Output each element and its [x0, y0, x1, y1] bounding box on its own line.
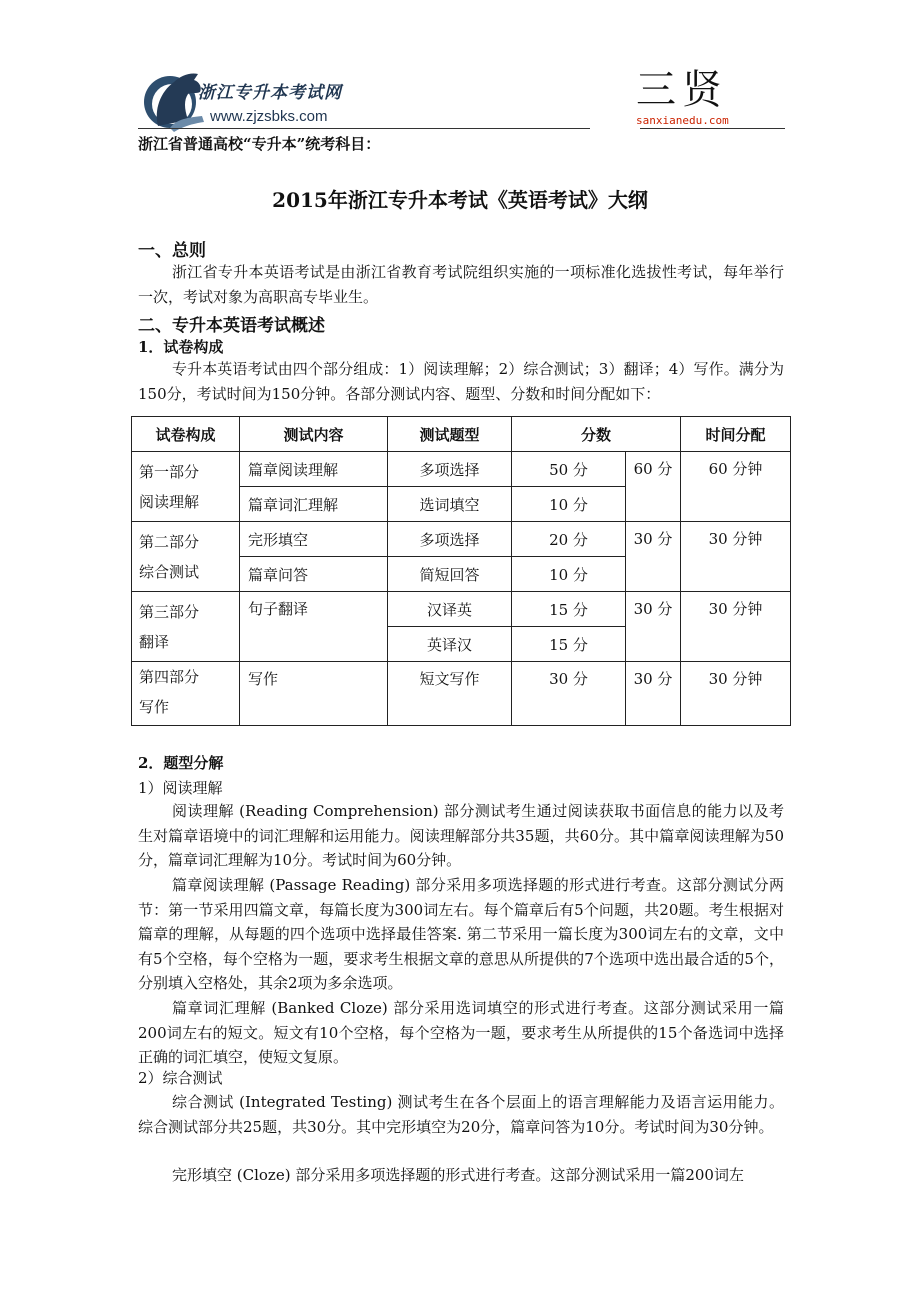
part-name: 综合测试	[139, 562, 200, 581]
total-score-cell: 30 分	[626, 522, 681, 592]
logo-name: 浙江专升本考试网	[198, 83, 342, 103]
general-paragraph: 浙江省专升本英语考试是由浙江省教育考试院组织实施的一项标准化选拔性考试，每年举行一次，考试对象为高职高专毕业生。	[138, 263, 784, 306]
table-row	[132, 452, 791, 487]
type-cell: 选词填空	[388, 487, 512, 522]
subheading-integrated: 2）综合测试	[138, 1069, 223, 1087]
part-label: 第三部分	[139, 602, 200, 621]
table-row	[132, 592, 791, 627]
subheading-question-types: 2．题型分解	[138, 754, 224, 772]
table-header-row	[132, 417, 791, 452]
content-cell: 篇章问答	[240, 557, 388, 592]
content-cell: 完形填空	[240, 522, 388, 557]
type-cell: 汉译英	[388, 592, 512, 627]
content-cell: 写作	[240, 662, 388, 726]
time-cell: 30 分钟	[681, 592, 791, 662]
header-rule-right	[640, 128, 785, 129]
total-score-cell: 30 分	[626, 662, 681, 726]
type-cell: 短文写作	[388, 662, 512, 726]
brand-url: sanxianedu.com	[636, 114, 729, 127]
part-label: 第一部分	[139, 462, 200, 481]
total-score-cell: 60 分	[626, 452, 681, 522]
structure-paragraph: 专升本英语考试由四个部分组成：1）阅读理解；2）综合测试；3）翻译；4）写作。满分为150分，考试时间为150分钟。各部分测试内容、题型、分数和时间分配如下：	[138, 360, 784, 403]
score-distribution-table	[131, 416, 791, 726]
table-row	[132, 522, 791, 557]
time-cell: 30 分钟	[681, 662, 791, 726]
banked-cloze-paragraph: 篇章词汇理解 (Banked Cloze) 部分采用选词填空的形式进行考查。这部分测试采用一篇200词左右的短文。短文有10个空格，每个空格为一题，要求考生从所提供的15个备选词中选择正确的词汇填空，使短文复原。	[138, 999, 784, 1067]
page-title: 2015年浙江专升本考试《英语考试》大纲	[272, 188, 648, 212]
part-label: 第二部分	[139, 532, 200, 551]
part-cell	[132, 522, 240, 592]
time-cell: 60 分钟	[681, 452, 791, 522]
table-header-cell: 分数	[512, 417, 681, 452]
type-cell: 英译汉	[388, 627, 512, 662]
table-header-cell: 试卷构成	[132, 417, 240, 452]
part-name: 阅读理解	[139, 492, 200, 511]
site-logo	[140, 66, 360, 132]
table-header-cell: 测试内容	[240, 417, 388, 452]
part-name: 写作	[139, 698, 170, 716]
score-cell: 15 分	[512, 627, 626, 662]
subheading-reading: 1）阅读理解	[138, 779, 223, 797]
part-cell	[132, 452, 240, 522]
content-cell: 篇章词汇理解	[240, 487, 388, 522]
content-cell: 篇章阅读理解	[240, 452, 388, 487]
score-cell: 15 分	[512, 592, 626, 627]
total-score-cell: 30 分	[626, 592, 681, 662]
passage-reading-paragraph: 篇章阅读理解 (Passage Reading) 部分采用多项选择题的形式进行考查。这部分测试分两节：第一节采用四篇文章，每篇长度为300词左右。每个篇章后有5个问题，共20题。考生根据对篇章的理解，从每题的四个选项中选择最佳答案. 第二节采用一篇长度为300词左右的文章，文中有5个空格，每个空格为一题，要求考生根据文章的意思从所提供的7个选项中选出最合适的5个，分别填入空格处，其余2项为多余选项。	[138, 876, 784, 993]
section-heading-general: 一、总则	[138, 241, 206, 261]
type-cell: 多项选择	[388, 522, 512, 557]
part-label: 第四部分	[139, 668, 200, 686]
content-cell: 句子翻译	[240, 592, 388, 662]
time-cell: 30 分钟	[681, 522, 791, 592]
score-cell: 20 分	[512, 522, 626, 557]
part-name: 翻译	[139, 632, 170, 651]
table-header-cell: 测试题型	[388, 417, 512, 452]
subheading-paper-structure: 1．试卷构成	[138, 338, 224, 356]
table-row	[132, 662, 791, 726]
brand-logo: 三贤	[636, 67, 728, 113]
logo-url: www.zjzsbks.com	[210, 108, 328, 125]
integrated-testing-paragraph: 综合测试 (Integrated Testing) 测试考生在各个层面上的语言理解能力及语言运用能力。综合测试部分共25题，共30分。其中完形填空为20分，篇章问答为10分。考试时间为30分钟。	[138, 1093, 784, 1136]
section-heading-overview: 二、专升本英语考试概述	[138, 316, 325, 336]
table-header-cell: 时间分配	[681, 417, 791, 452]
header-rule-left	[138, 128, 590, 129]
subject-line: 浙江省普通高校“专升本”统考科目：	[138, 135, 381, 153]
part-cell	[132, 592, 240, 662]
score-cell: 10 分	[512, 487, 626, 522]
reading-paragraph: 阅读理解 (Reading Comprehension) 部分测试考生通过阅读获取书面信息的能力以及考生对篇章语境中的词汇理解和运用能力。阅读理解部分共35题，共60分。其中篇章阅读理解为50分，篇章词汇理解为10分。考试时间为60分钟。	[138, 802, 784, 870]
type-cell: 多项选择	[388, 452, 512, 487]
cloze-paragraph: 完形填空 (Cloze) 部分采用多项选择题的形式进行考查。这部分测试采用一篇200词左	[172, 1166, 744, 1184]
score-cell: 50 分	[512, 452, 626, 487]
score-cell: 30 分	[512, 662, 626, 726]
part-cell	[132, 662, 240, 726]
type-cell: 简短回答	[388, 557, 512, 592]
score-cell: 10 分	[512, 557, 626, 592]
